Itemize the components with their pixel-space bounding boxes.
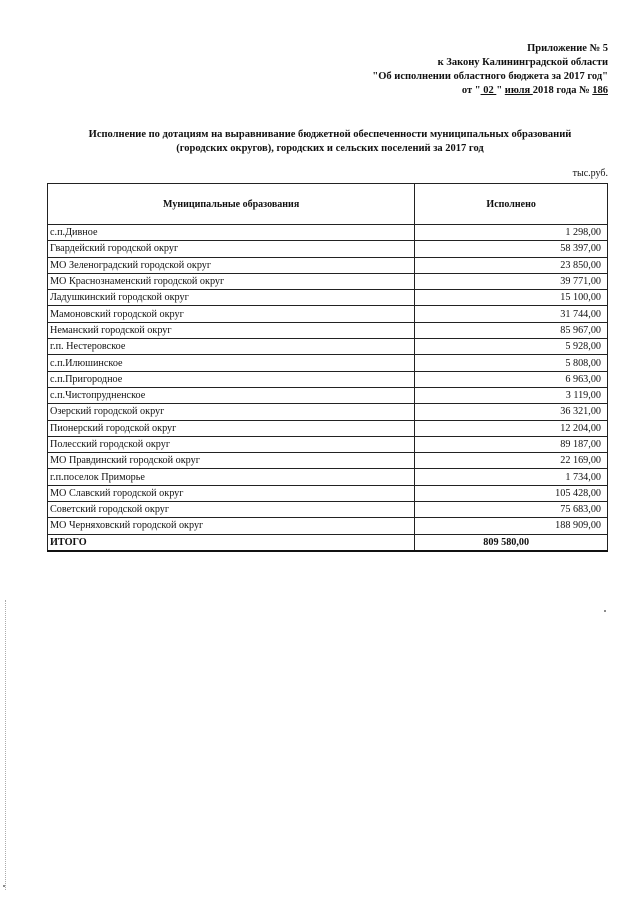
date-separator: " [496,85,505,96]
municipality-name: Мамоновский городской округ [48,306,415,322]
document-title [40,128,620,156]
municipality-name: Советский городской округ [48,502,415,518]
table-row [48,225,608,241]
table-row [48,257,608,273]
municipality-name: МО Зеленоградский городской округ [48,257,415,273]
executed-amount: 31 744,00 [415,306,608,322]
municipality-name: Озерский городской округ [48,404,415,420]
executed-amount: 1 734,00 [415,469,608,485]
municipality-name: с.п.Дивное [48,225,415,241]
executed-amount: 3 119,00 [415,387,608,403]
scan-speck [3,885,5,887]
table-row [48,518,608,534]
municipality-name: с.п.Чистопрудненское [48,387,415,403]
executed-amount: 5 928,00 [415,339,608,355]
executed-amount: 5 808,00 [415,355,608,371]
appendix-header [372,42,608,98]
municipality-name: с.п.Илюшинское [48,355,415,371]
law-date [372,84,608,98]
date-month: июля [504,85,533,96]
municipality-name: МО Правдинский городской округ [48,453,415,469]
table-row [48,502,608,518]
scan-speck [604,610,606,612]
executed-amount: 75 683,00 [415,502,608,518]
executed-amount: 58 397,00 [415,241,608,257]
municipality-name: Неманский городской округ [48,322,415,338]
table-row [48,420,608,436]
table-row [48,387,608,403]
table-row [48,290,608,306]
executed-amount: 22 169,00 [415,453,608,469]
municipality-name: с.п.Пригородное [48,371,415,387]
column-header-municipality: Муниципальные образования [48,184,415,225]
table-row [48,469,608,485]
municipality-name: Полесский городской округ [48,436,415,452]
table-row [48,453,608,469]
municipality-name: Ладушкинский городской округ [48,290,415,306]
table-row [48,322,608,338]
table-row [48,485,608,501]
law-reference: к Закону Калининградской области [437,57,608,68]
scan-margin-line [5,600,7,890]
municipality-name: Пионерский городской округ [48,420,415,436]
executed-amount: 12 204,00 [415,420,608,436]
table-row [48,404,608,420]
municipality-name: Гвардейский городской округ [48,241,415,257]
table-row [48,371,608,387]
municipality-name: г.п.поселок Приморье [48,469,415,485]
title-line-1: Исполнение по дотациям на выравнивание бюджетной обеспеченности муниципальных образований [88,129,572,140]
column-header-executed: Исполнено [415,184,608,225]
date-year: 2018 года № [532,85,593,96]
executed-amount: 6 963,00 [415,371,608,387]
executed-amount: 15 100,00 [415,290,608,306]
municipality-name: МО Черняховский городской округ [48,518,415,534]
executed-amount: 1 298,00 [415,225,608,241]
executed-amount: 36 321,00 [415,404,608,420]
executed-amount: 39 771,00 [415,273,608,289]
municipality-name: МО Славский городской округ [48,485,415,501]
executed-amount: 188 909,00 [415,518,608,534]
total-row [48,534,608,551]
table-row [48,273,608,289]
units-label: тыс.руб. [572,168,608,179]
executed-amount: 85 967,00 [415,322,608,338]
table-row [48,355,608,371]
law-title: "Об исполнении областного бюджета за 2017 год" [372,71,608,82]
law-number: 186 [592,85,608,96]
table-row [48,306,608,322]
date-day: 02 [480,85,497,96]
execution-table [47,183,608,552]
table-row [48,339,608,355]
table-row [48,436,608,452]
municipality-name: г.п. Нестеровское [48,339,415,355]
appendix-number: Приложение № 5 [527,43,608,54]
table-row [48,241,608,257]
municipality-name: МО Краснознаменский городской округ [48,273,415,289]
total-label: ИТОГО [48,534,415,551]
title-line-2: (городских округов), городских и сельских поселений за 2017 год [176,143,484,154]
executed-amount: 105 428,00 [415,485,608,501]
table-header-row [48,184,608,225]
executed-amount: 23 850,00 [415,257,608,273]
total-value: 809 580,00 [415,534,608,551]
date-prefix: от " [461,85,481,96]
executed-amount: 89 187,00 [415,436,608,452]
